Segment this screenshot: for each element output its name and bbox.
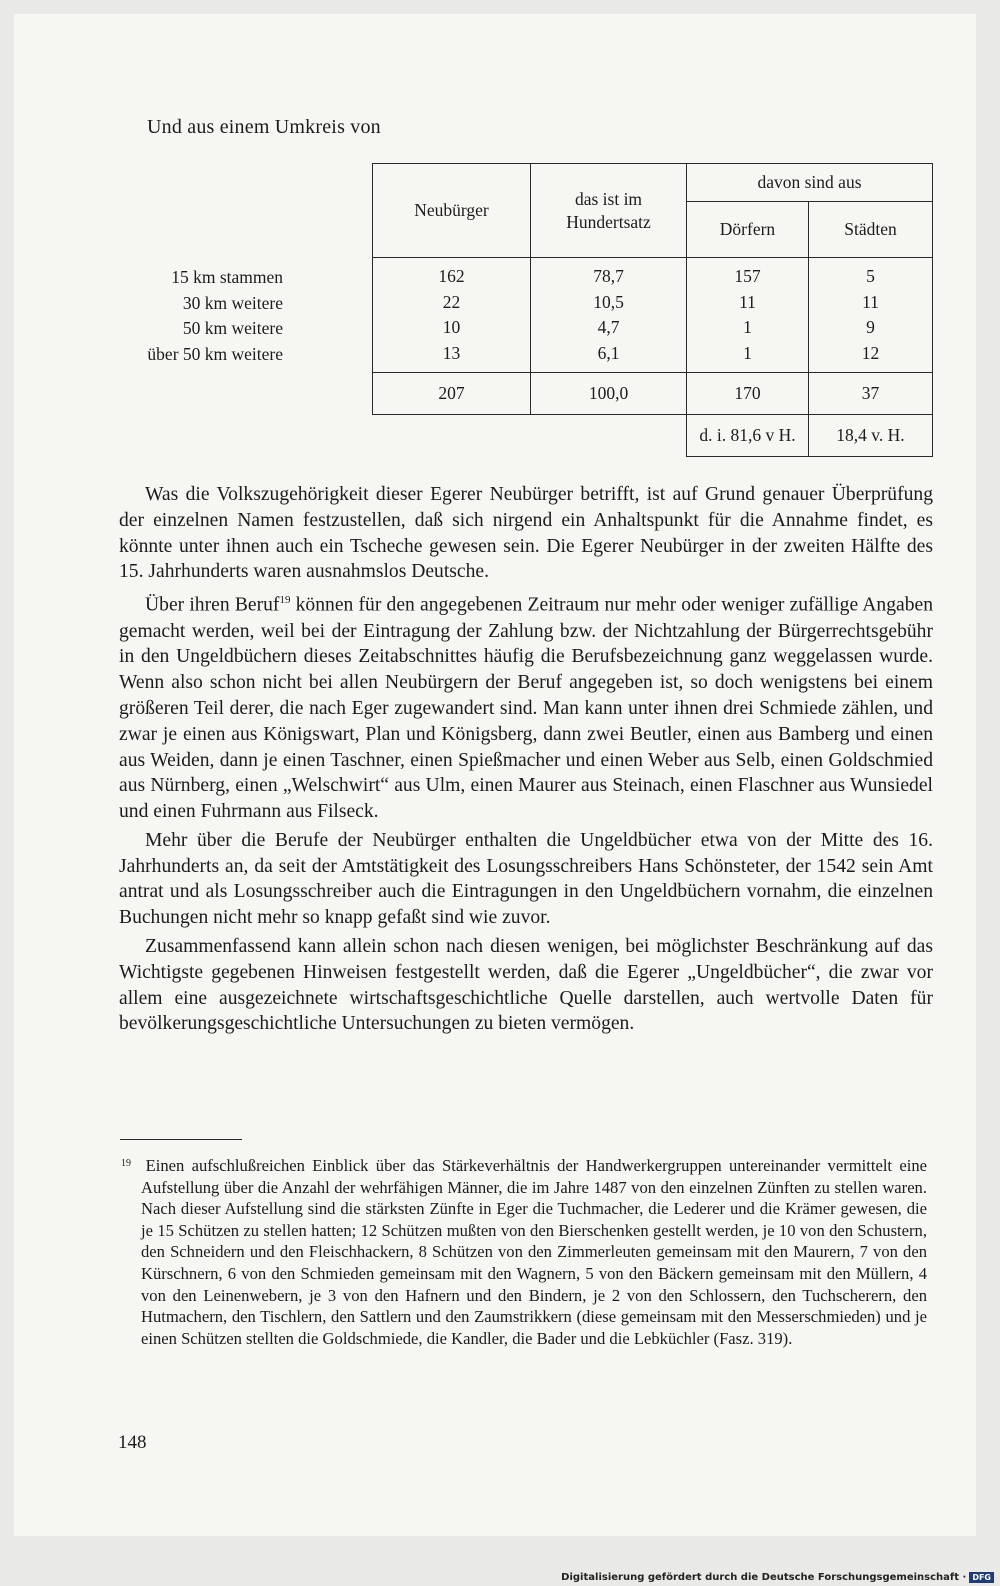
table-cell: 22: [442, 291, 461, 312]
paragraph: Mehr über die Berufe der Neubürger enthalten die Ungeldbücher etwa von der Mitte des 16. Jahrhunderts an, da seit der Amtstätigkeit des Losungsschreibers Hans Schönsteter, der 1542 sein Amt antrat und als Losungsschreiber auch die Eintragungen in den Ungeldbüchern vornahm, die einzelnen Buchungen nicht mehr so knapp gefaßt sind wie zuvor.: [119, 829, 933, 929]
footnote-text: Einen aufschlußreichen Einblick über das Stärkeverhältnis der Handwerkergruppen untereinander vermittelt eine Aufstellung über die Anzahl der wehrfähigen Männer, die im Jahre 1487 von den einzelnen Zünften zu stellen waren. Nach dieser Aufstellung sind die stärksten Zünfte in Eger die Tuchmacher, die Lederer und die Krämer gewesen, die je 15 Schützen zu stellen hatten; 12 Schützen mußten von den Bierschenken gestellt werden, je 10 von den Schustern, den Schneidern und den Fleischhackern, 8 Schützen von den Zimmerleuten gemeinsam mit den Maurern, 7 von den Kürschnern, 6 von den Schmieden gemeinsam mit den Wagnern, 5 von den Bäckern gemeinsam mit den Müllern, 4 von den Leinenwebern, je 3 von den Hafnern und den Bindern, je 2 von den Schlossern, den Tuchscherern, den Hutmachern, den Tischlern, den Sattlern und den Zaumstrikkern (diese gemeinsam mit den Messerschmieden) und je einen Schützen stellten die Goldschmiede, die Kandler, die Bader und die Lebküchler (Fasz. 319).: [141, 1156, 927, 1348]
header-staedten: Städten: [809, 202, 933, 258]
footnote-reference[interactable]: 19: [279, 594, 291, 607]
table-cell: 5: [866, 266, 875, 286]
column-staedten: [809, 258, 933, 373]
total-hundertsatz: 100,0: [531, 373, 687, 415]
table-cell: 10,5: [593, 291, 624, 312]
footnote-divider: [120, 1139, 242, 1140]
table-cell: 13: [442, 342, 461, 363]
distance-label: 15 km stammen: [171, 267, 283, 287]
column-hundertsatz: [531, 258, 687, 373]
header-neuburger: Neubürger: [373, 164, 531, 258]
table-cell: 10: [442, 317, 461, 337]
distance-label: über 50 km weitere: [147, 343, 283, 364]
paragraph: Zusammenfassend kann allein schon nach diesen wenigen, bei möglichster Beschränkung auf das Wichtigste gegebenen Hinweisen festgestellt werden, daß die Egerer „Ungeldbücher“, die zwar vor allem eine ausgezeichnete wirtschaftsgeschichtliche Quelle darstellen, auch wertvolle Daten für bevölkerungsgeschichtliche Untersuchungen zu bieten vermögen.: [119, 936, 933, 1035]
table-cell: 1: [743, 342, 752, 363]
table-cell: 11: [739, 291, 756, 312]
total-doerfern: 170: [687, 373, 809, 415]
digitization-text: Digitalisierung gefördert durch die Deutsche Forschungsgemeinschaft ·: [561, 1572, 967, 1583]
table-cell: 162: [438, 266, 465, 286]
table-cell: 6,1: [597, 342, 620, 363]
distance-labels: [140, 265, 283, 367]
total-neuburger: 207: [373, 373, 531, 415]
column-neuburger: [373, 258, 531, 373]
digitization-note: [561, 1572, 994, 1583]
body-text: [119, 482, 933, 1037]
paragraph: Was die Volkszugehörigkeit dieser Egerer Neubürger betrifft, ist auf Grund genauer Überprüfung der einzelnen Namen festzustellen, daß sich nirgend ein Anhaltspunkt für die Annahme findet, es könnte unter ihnen auch ein Tscheche gewesen sein. Die Egerer Neubürger in der zweiten Hälfte des 15. Jahrhunderts waren ausnahmslos Deutsche.: [119, 484, 933, 583]
distance-label: 50 km weitere: [182, 318, 283, 338]
statistics-table: [372, 163, 933, 457]
header-hundertsatz: das ist im Hundertsatz: [531, 164, 687, 258]
header-davon: davon sind aus: [687, 164, 933, 202]
share-staedten: 18,4 v. H.: [809, 415, 933, 457]
table-cell: 9: [866, 317, 875, 337]
distance-label: 30 km weitere: [182, 292, 283, 313]
table-cell: 1: [743, 317, 752, 337]
paragraph-beruf: Über ihren Beruf$^{19}$ können für den angegebenen Zeitraum nur mehr oder weniger zufällige Angaben gemacht werden, weil bei der Eintragung der Zahlung bzw. der Nichtzahlung der Bürgerrechtsgebühr in den Ungeldbüchern dieses Zeitabschnittes häufig die Berufsbezeichnung ganz weggelassen wurde. Wenn also schon nicht bei allen Neubürgern der Beruf angegeben ist, so doch wenigstens bei einem größeren Teil derer, die nach Eger zugewandert sind. Man kann unter ihnen drei Schmiede zählen, und zwar je einen aus Königswart, Plan und Königsberg, dann zwei Beutler, einen aus Bamberg und einen aus Weiden, dann je einen Taschner, einen Spießmacher und einen Weber aus Selb, einen Goldschmied aus Nürnberg, einen „Welschwirt“ aus Ulm, einen Maurer aus Steinach, einen Flaschner aus Wunsiedel und einen Fuhrmann aus Filseck.: [119, 594, 933, 823]
table-cell: 12: [861, 342, 880, 363]
share-doerfern: d. i. 81,6 v H.: [687, 415, 809, 457]
table-cell: 78,7: [593, 266, 624, 286]
table-cell: 157: [734, 266, 761, 286]
header-doerfern: Dörfern: [687, 202, 809, 258]
table-cell: 11: [862, 291, 879, 312]
footnote-number: 19: [121, 1158, 131, 1169]
footnote: [121, 1153, 927, 1349]
table-intro: Und aus einem Umkreis von: [147, 116, 381, 138]
page-number: 148: [118, 1432, 147, 1453]
total-staedten: 37: [809, 373, 933, 415]
table-cell: 4,7: [597, 317, 620, 337]
column-doerfern: [687, 258, 809, 373]
dfg-logo: DFG: [969, 1572, 994, 1583]
